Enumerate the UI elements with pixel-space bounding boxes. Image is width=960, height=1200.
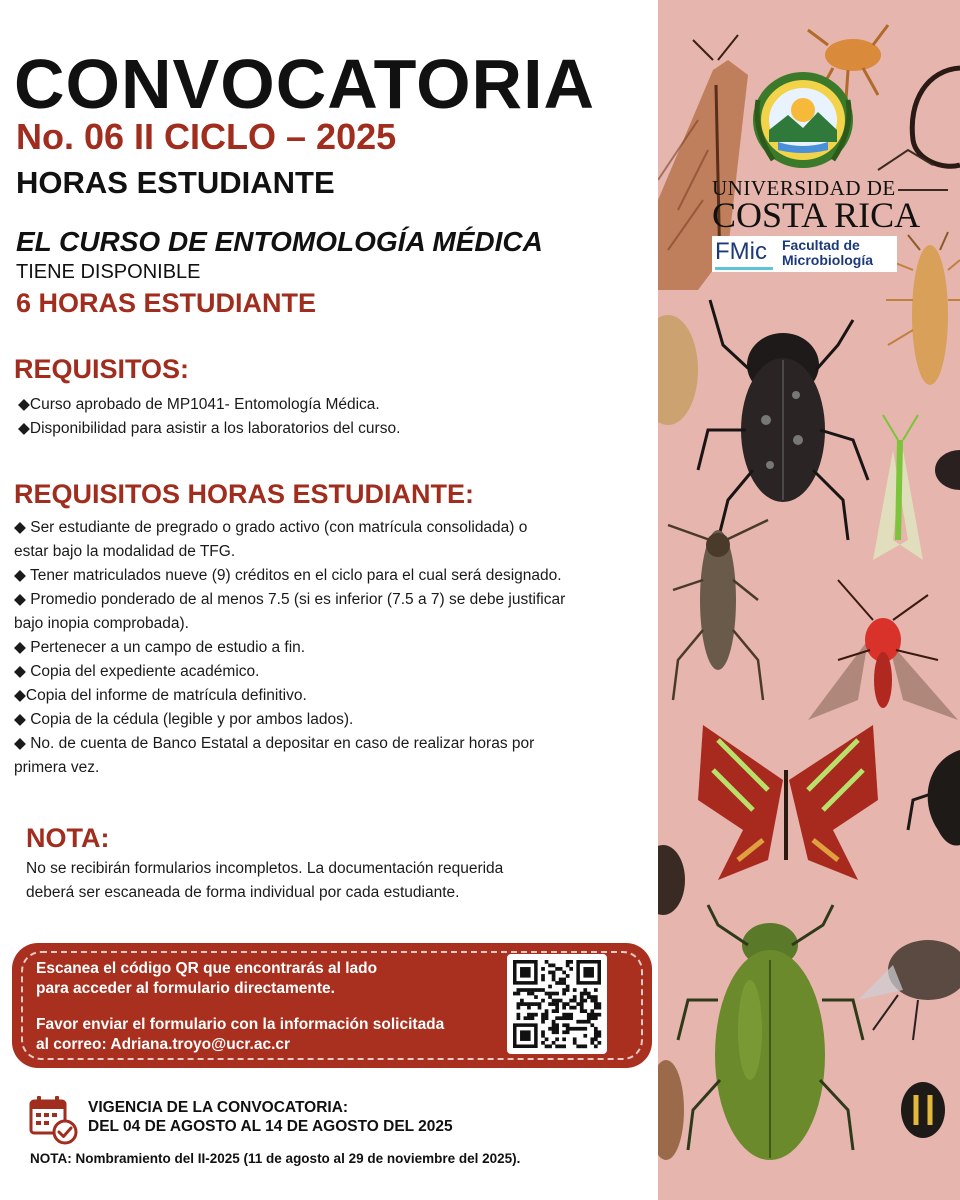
red-insect-image <box>808 580 958 720</box>
ladybug-image <box>901 1082 945 1138</box>
nota-heading: NOTA: <box>26 823 110 853</box>
qr-email-instruction: Favor enviar el formulario con la información solicitada <box>36 1016 445 1033</box>
list-item: ◆ Copia del expediente académico. <box>14 663 260 680</box>
email-prefix: al correo: <box>36 1036 111 1053</box>
housefly-image <box>858 940 960 1040</box>
requisitos-list <box>18 393 400 441</box>
partial-insect-image <box>935 450 960 490</box>
qr-code-icon <box>507 954 607 1054</box>
qr-instruction: Escanea el código QR que encontrarás al lado <box>36 960 378 977</box>
green-lacewing-image <box>873 415 923 560</box>
faculty-underline <box>715 267 773 270</box>
list-item: primera vez. <box>14 759 100 776</box>
page-title: CONVOCATORIA <box>14 45 596 123</box>
nota-line: deberá ser escaneada de forma individual por cada estudiante. <box>26 884 460 901</box>
qr-code[interactable] <box>507 954 607 1054</box>
list-item: ◆Curso aprobado de MP1041- Entomología Médica. <box>18 396 380 413</box>
qr-instruction: para acceder al formulario directamente. <box>36 980 335 997</box>
list-item: ◆ Copia de la cédula (legible y por ambos lados). <box>14 711 354 728</box>
butterfly-image <box>698 725 878 880</box>
qr-info-box <box>12 943 652 1068</box>
call-number: No. 06 II CICLO – 2025 <box>16 116 397 157</box>
list-item: ◆ Promedio ponderado de al menos 7.5 (si es inferior (7.5 a 7) se debe justificar <box>14 591 566 608</box>
faculty-abbr: FMic <box>715 238 767 265</box>
longhorn-beetle-image <box>668 520 768 700</box>
university-name-line2: COSTA RICA <box>712 195 921 235</box>
list-item: ◆Copia del informe de matrícula definitivo. <box>14 687 307 704</box>
university-logo <box>706 70 946 280</box>
list-item: ◆ Pertenecer a un campo de estudio a fin. <box>14 639 306 656</box>
black-beetle-image <box>698 300 868 540</box>
partial-insect-image <box>658 1060 684 1160</box>
partial-insect-image <box>658 315 698 425</box>
footer-note: NOTA: Nombramiento del II-2025 (11 de agosto al 29 de noviembre del 2025). <box>30 1151 521 1166</box>
jewel-beetle-image <box>678 905 863 1160</box>
vigencia-label: VIGENCIA DE LA CONVOCATORIA: <box>88 1099 349 1116</box>
list-item: ◆Disponibilidad para asistir a los laboratorios del curso. <box>18 420 401 437</box>
list-item: ◆ Tener matriculados nueve (9) créditos en el ciclo para el cual será designado. <box>14 567 562 584</box>
partial-insect-image <box>928 750 960 846</box>
university-seal-icon <box>748 70 858 175</box>
course-availability: TIENE DISPONIBLE <box>16 261 201 283</box>
course-name: EL CURSO DE ENTOMOLOGÍA MÉDICA <box>16 226 543 257</box>
partial-insect-image <box>658 845 685 915</box>
list-item: ◆ Ser estudiante de pregrado o grado activo (con matrícula consolidada) o <box>14 519 528 536</box>
course-hours: 6 HORAS ESTUDIANTE <box>16 288 317 318</box>
requisitos-horas-heading: REQUISITOS HORAS ESTUDIANTE: <box>14 479 475 509</box>
requisitos-horas-list <box>14 516 565 780</box>
requisitos-heading: REQUISITOS: <box>14 354 190 384</box>
vigencia-dates: DEL 04 DE AGOSTO AL 14 DE AGOSTO DEL 2025 <box>88 1118 453 1135</box>
faculty-name <box>782 238 873 268</box>
faculty-name-line2: Microbiología <box>782 252 873 268</box>
insect-panel <box>658 0 960 1200</box>
list-item: ◆ No. de cuenta de Banco Estatal a depositar en caso de realizar horas por <box>14 735 535 752</box>
qr-email-line <box>36 1035 290 1055</box>
nota-line: No se recibirán formularios incompletos. La documentación requerida <box>26 860 504 877</box>
list-item: bajo inopia comprobada). <box>14 615 189 632</box>
faculty-logo <box>712 236 897 272</box>
calendar-check-icon <box>28 1095 78 1145</box>
email-link[interactable]: Adriana.troyo@ucr.ac.cr <box>110 1036 291 1053</box>
page-subtitle: HORAS ESTUDIANTE <box>16 165 335 200</box>
university-name-line1: UNIVERSIDAD DE <box>712 176 896 200</box>
list-item: estar bajo la modalidad de TFG. <box>14 543 236 560</box>
faculty-name-line1: Facultad de <box>782 237 860 253</box>
nota-text <box>26 857 503 905</box>
